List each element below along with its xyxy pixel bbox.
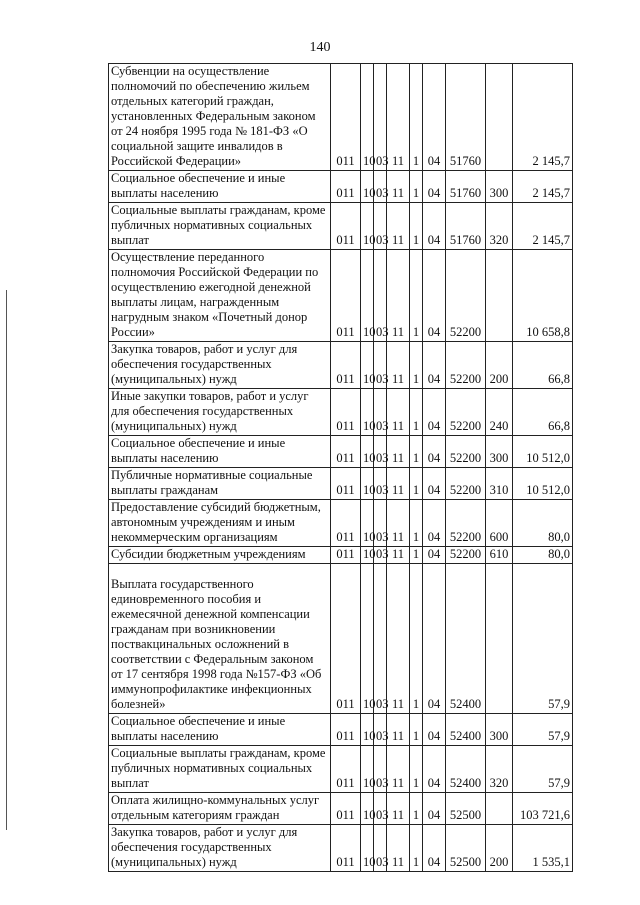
section-code: 10 — [361, 714, 374, 746]
subprogram-code: 1 — [410, 825, 423, 872]
subsection-code: 03 — [374, 389, 387, 436]
ministry-code: 011 — [331, 500, 361, 547]
table-row — [109, 64, 573, 171]
subsection-code: 03 — [374, 436, 387, 468]
subsection-code: 03 — [374, 825, 387, 872]
table-row — [109, 547, 573, 564]
amount: 57,9 — [513, 714, 573, 746]
program-code: 11 — [387, 389, 410, 436]
expense-type-code: 320 — [486, 746, 513, 793]
expense-type-code: 200 — [486, 825, 513, 872]
table-row — [109, 825, 573, 872]
program-code: 11 — [387, 203, 410, 250]
table-row — [109, 746, 573, 793]
table-row — [109, 468, 573, 500]
subprogram-code: 1 — [410, 171, 423, 203]
program-code: 11 — [387, 342, 410, 389]
section-code: 10 — [361, 564, 374, 714]
expense-type-code: 300 — [486, 714, 513, 746]
program-code: 11 — [387, 250, 410, 342]
expense-type-code: 300 — [486, 436, 513, 468]
section-code: 10 — [361, 64, 374, 171]
main-event-code: 04 — [423, 250, 446, 342]
program-code: 11 — [387, 714, 410, 746]
item-name: Закупка товаров, работ и услуг для обеспечения государственных (муниципальных) нужд — [109, 825, 331, 872]
margin-binding-line — [6, 290, 7, 830]
subsection-code: 03 — [374, 500, 387, 547]
subprogram-code: 1 — [410, 547, 423, 564]
subsection-code: 03 — [374, 468, 387, 500]
amount: 1 535,1 — [513, 825, 573, 872]
subsection-code: 03 — [374, 547, 387, 564]
main-event-code: 04 — [423, 389, 446, 436]
ministry-code: 011 — [331, 825, 361, 872]
program-code: 11 — [387, 547, 410, 564]
program-code: 11 — [387, 500, 410, 547]
item-name: Предоставление субсидий бюджетным, автономным учреждениям и иным некоммерческим организациям — [109, 500, 331, 547]
item-name: Субсидии бюджетным учреждениям — [109, 547, 331, 564]
main-event-code: 04 — [423, 547, 446, 564]
section-code: 10 — [361, 203, 374, 250]
direction-code: 52200 — [446, 468, 486, 500]
page-number: 140 — [309, 40, 331, 55]
section-code: 10 — [361, 500, 374, 547]
direction-code: 52500 — [446, 825, 486, 872]
item-name: Социальные выплаты гражданам, кроме публичных нормативных социальных выплат — [109, 203, 331, 250]
subprogram-code: 1 — [410, 714, 423, 746]
expense-type-code: 600 — [486, 500, 513, 547]
expense-type-code: 610 — [486, 547, 513, 564]
direction-code: 52200 — [446, 342, 486, 389]
amount: 80,0 — [513, 547, 573, 564]
section-code: 10 — [361, 389, 374, 436]
program-code: 11 — [387, 793, 410, 825]
subsection-code: 03 — [374, 171, 387, 203]
item-name: Субвенции на осуществление полномочий по обеспечению жильем отдельных категорий граждан, установленных Федеральным законом от 24 ноября 1995 года № 181-ФЗ «О социальной защите инвалидов в Российской Федерации» — [109, 64, 331, 171]
direction-code: 52200 — [446, 500, 486, 547]
direction-code: 51760 — [446, 203, 486, 250]
ministry-code: 011 — [331, 793, 361, 825]
ministry-code: 011 — [331, 64, 361, 171]
program-code: 11 — [387, 468, 410, 500]
item-name: Социальное обеспечение и иные выплаты населению — [109, 171, 331, 203]
direction-code: 52200 — [446, 250, 486, 342]
amount: 2 145,7 — [513, 203, 573, 250]
direction-code: 52400 — [446, 746, 486, 793]
budget-table — [108, 63, 573, 872]
ministry-code: 011 — [331, 564, 361, 714]
subsection-code: 03 — [374, 564, 387, 714]
subprogram-code: 1 — [410, 203, 423, 250]
main-event-code: 04 — [423, 825, 446, 872]
amount: 103 721,6 — [513, 793, 573, 825]
item-name: Оплата жилищно-коммунальных услуг отдельным категориям граждан — [109, 793, 331, 825]
amount: 80,0 — [513, 500, 573, 547]
direction-code: 52200 — [446, 547, 486, 564]
main-event-code: 04 — [423, 714, 446, 746]
main-event-code: 04 — [423, 64, 446, 171]
ministry-code: 011 — [331, 342, 361, 389]
subprogram-code: 1 — [410, 250, 423, 342]
amount: 57,9 — [513, 746, 573, 793]
subprogram-code: 1 — [410, 64, 423, 171]
main-event-code: 04 — [423, 746, 446, 793]
program-code: 11 — [387, 564, 410, 714]
item-name: Публичные нормативные социальные выплаты гражданам — [109, 468, 331, 500]
table-row — [109, 250, 573, 342]
amount: 2 145,7 — [513, 171, 573, 203]
section-code: 10 — [361, 468, 374, 500]
subsection-code: 03 — [374, 64, 387, 171]
item-name: Социальные выплаты гражданам, кроме публичных нормативных социальных выплат — [109, 746, 331, 793]
section-code: 10 — [361, 342, 374, 389]
direction-code: 51760 — [446, 171, 486, 203]
table-row — [109, 564, 573, 714]
amount: 10 512,0 — [513, 436, 573, 468]
amount: 66,8 — [513, 342, 573, 389]
section-code: 10 — [361, 746, 374, 793]
ministry-code: 011 — [331, 746, 361, 793]
section-code: 10 — [361, 547, 374, 564]
expense-type-code — [486, 564, 513, 714]
subsection-code: 03 — [374, 203, 387, 250]
item-name: Выплата государственного единовременного пособия и ежемесячной денежной компенсации гражданам при возникновении поствакцинальных осложнений в соответствии с Федеральным законом от 17 сентября 1998 года №157-ФЗ «Об иммунопрофилактике инфекционных болезней» — [109, 564, 331, 714]
subprogram-code: 1 — [410, 793, 423, 825]
main-event-code: 04 — [423, 342, 446, 389]
table-row — [109, 436, 573, 468]
subprogram-code: 1 — [410, 389, 423, 436]
item-name: Закупка товаров, работ и услуг для обеспечения государственных (муниципальных) нужд — [109, 342, 331, 389]
table-row — [109, 171, 573, 203]
main-event-code: 04 — [423, 500, 446, 547]
table-body — [109, 64, 573, 872]
direction-code: 52500 — [446, 793, 486, 825]
subsection-code: 03 — [374, 746, 387, 793]
main-event-code: 04 — [423, 468, 446, 500]
subprogram-code: 1 — [410, 436, 423, 468]
main-event-code: 04 — [423, 436, 446, 468]
expense-type-code: 300 — [486, 171, 513, 203]
section-code: 10 — [361, 436, 374, 468]
direction-code: 51760 — [446, 64, 486, 171]
item-name: Социальное обеспечение и иные выплаты населению — [109, 436, 331, 468]
amount: 2 145,7 — [513, 64, 573, 171]
ministry-code: 011 — [331, 203, 361, 250]
section-code: 10 — [361, 171, 374, 203]
ministry-code: 011 — [331, 547, 361, 564]
subprogram-code: 1 — [410, 564, 423, 714]
main-event-code: 04 — [423, 171, 446, 203]
amount: 66,8 — [513, 389, 573, 436]
program-code: 11 — [387, 171, 410, 203]
subprogram-code: 1 — [410, 500, 423, 547]
subsection-code: 03 — [374, 714, 387, 746]
expense-type-code — [486, 64, 513, 171]
table-row — [109, 203, 573, 250]
ministry-code: 011 — [331, 436, 361, 468]
program-code: 11 — [387, 436, 410, 468]
section-code: 10 — [361, 793, 374, 825]
table-row — [109, 793, 573, 825]
program-code: 11 — [387, 64, 410, 171]
subprogram-code: 1 — [410, 746, 423, 793]
item-name: Социальное обеспечение и иные выплаты населению — [109, 714, 331, 746]
subprogram-code: 1 — [410, 468, 423, 500]
main-event-code: 04 — [423, 793, 446, 825]
section-code: 10 — [361, 250, 374, 342]
table-row — [109, 389, 573, 436]
expense-type-code: 200 — [486, 342, 513, 389]
subsection-code: 03 — [374, 250, 387, 342]
program-code: 11 — [387, 746, 410, 793]
expense-type-code — [486, 250, 513, 342]
direction-code: 52400 — [446, 564, 486, 714]
expense-type-code: 310 — [486, 468, 513, 500]
section-code: 10 — [361, 825, 374, 872]
expense-type-code: 240 — [486, 389, 513, 436]
expense-type-code — [486, 793, 513, 825]
table-row — [109, 714, 573, 746]
amount: 57,9 — [513, 564, 573, 714]
item-name: Иные закупки товаров, работ и услуг для обеспечения государственных (муниципальных) нужд — [109, 389, 331, 436]
direction-code: 52200 — [446, 389, 486, 436]
ministry-code: 011 — [331, 171, 361, 203]
subprogram-code: 1 — [410, 342, 423, 389]
amount: 10 658,8 — [513, 250, 573, 342]
main-event-code: 04 — [423, 203, 446, 250]
amount: 10 512,0 — [513, 468, 573, 500]
subsection-code: 03 — [374, 793, 387, 825]
subsection-code: 03 — [374, 342, 387, 389]
ministry-code: 011 — [331, 714, 361, 746]
table-row — [109, 342, 573, 389]
ministry-code: 011 — [331, 389, 361, 436]
ministry-code: 011 — [331, 250, 361, 342]
table-row — [109, 500, 573, 547]
program-code: 11 — [387, 825, 410, 872]
direction-code: 52200 — [446, 436, 486, 468]
item-name: Осуществление переданного полномочия Российской Федерации по осуществлению ежегодной денежной выплаты лицам, награжденным нагрудным знаком «Почетный донор России» — [109, 250, 331, 342]
ministry-code: 011 — [331, 468, 361, 500]
main-event-code: 04 — [423, 564, 446, 714]
expense-type-code: 320 — [486, 203, 513, 250]
direction-code: 52400 — [446, 714, 486, 746]
